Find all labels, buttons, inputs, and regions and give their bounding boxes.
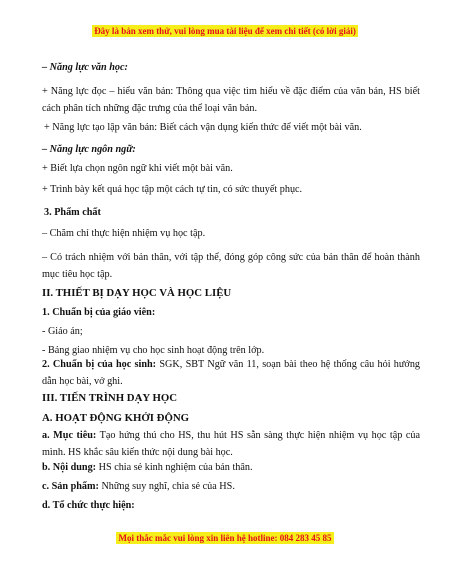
preview-notice-text: Đây là bản xem thử, vui lòng mua tài liệu để xem chi tiết (có lời giải) (94, 26, 356, 36)
heading-warmup-activity: A. HOẠT ĐỘNG KHỞI ĐỘNG (42, 412, 190, 424)
paragraph-writing-competence: + Năng lực tạo lập văn bản: Biết cách vận dụng kiến thức để viết một bài văn. (44, 122, 362, 133)
paragraph-objective (42, 427, 420, 461)
paragraph-reading-competence: + Năng lực đọc – hiểu văn bản: Thông qua việc tìm hiểu về đặc điểm của văn bản, HS biết cách phân tích những đặc trưng của thể loại văn bản. (42, 86, 420, 114)
objective-text: Tạo hứng thú cho HS, thu hút HS sẵn sàng thực hiện nhiệm vụ học tập của mình. HS khắc sâu kiến thức nội dung bài học. (42, 430, 420, 458)
paragraph-responsibility: – Có trách nhiệm với bản thân, với tập thể, đóng góp công sức của bản thân để hoàn thành mục tiêu học tập. (42, 252, 420, 280)
section-heading-equipment: II. THIẾT BỊ DẠY HỌC VÀ HỌC LIỆU (42, 287, 232, 299)
product-label: c. Sản phẩm: (42, 481, 99, 492)
paragraph-language-choice: + Biết lựa chọn ngôn ngữ khi viết một bài văn. (42, 163, 233, 174)
student-preparation-text: SGK, SBT Ngữ văn 11, soạn bài theo hệ thống câu hỏi hướng dẫn học bài, vở ghi. (42, 359, 421, 387)
preview-notice-banner (0, 26, 450, 36)
paragraph-content (42, 462, 420, 474)
paragraph-diligence: – Chăm chỉ thực hiện nhiệm vụ học tập. (42, 228, 206, 239)
hotline-text: Mọi thắc mắc vui lòng xin liên hệ hotline: 084 283 45 85 (118, 533, 332, 543)
content-label: b. Nội dung: (42, 462, 97, 473)
product-text: Những suy nghĩ, chia sẻ của HS. (98, 481, 235, 492)
heading-teacher-preparation: 1. Chuẩn bị của giáo viên: (42, 307, 156, 318)
student-preparation-label: 2. Chuẩn bị của học sinh: (42, 359, 157, 370)
paragraph-presentation: + Trình bày kết quả học tập một cách tự tin, có sức thuyết phục. (42, 184, 303, 195)
list-item-task-sheet: - Bảng giao nhiệm vụ cho học sinh hoạt động trên lớp. (42, 345, 265, 356)
hotline-banner (0, 533, 450, 543)
section-heading-procedure: III. TIẾN TRÌNH DẠY HỌC (42, 392, 178, 404)
heading-language-competence: – Năng lực ngôn ngữ: (42, 144, 136, 155)
paragraph-product (42, 481, 420, 493)
heading-qualities: 3. Phẩm chất (44, 207, 101, 218)
list-item-lesson-plan: - Giáo án; (42, 326, 83, 337)
heading-implementation: d. Tổ chức thực hiện: (42, 500, 135, 511)
content-text: HS chia sẻ kinh nghiệm của bản thân. (96, 462, 253, 473)
paragraph-student-preparation (42, 356, 420, 390)
heading-literary-competence: – Năng lực văn học: (42, 62, 128, 73)
objective-label: a. Mục tiêu: (42, 430, 97, 441)
